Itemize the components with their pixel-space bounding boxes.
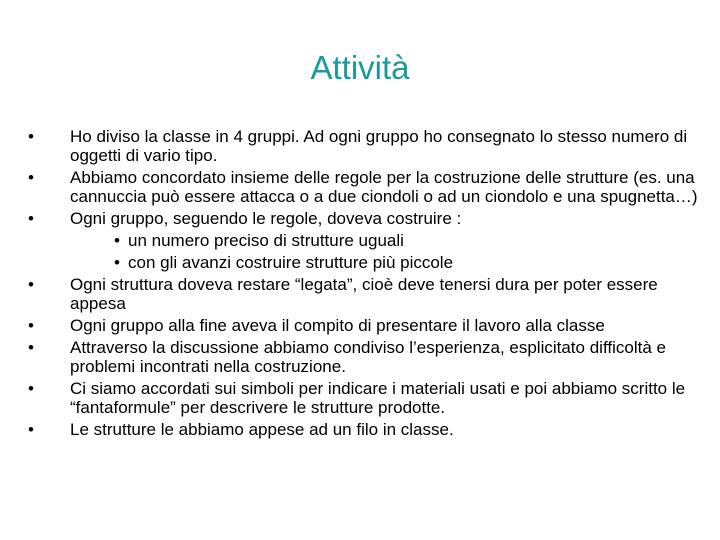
bullet-item xyxy=(28,275,698,313)
bullet-text: un numero preciso di strutture uguali xyxy=(128,231,404,250)
bullet-item xyxy=(28,127,698,165)
bullet-text: con gli avanzi costruire strutture più piccole xyxy=(128,253,454,272)
bullet-marker: • xyxy=(28,316,34,335)
bullet-item xyxy=(28,420,698,439)
bullet-marker: • xyxy=(28,338,34,357)
bullet-list xyxy=(28,127,698,442)
bullet-text: Ogni gruppo alla fine aveva il compito di presentare il lavoro alla classe xyxy=(70,316,605,335)
bullet-marker: • xyxy=(28,127,34,146)
bullet-item xyxy=(28,338,698,376)
bullet-item xyxy=(28,168,698,206)
bullet-marker: • xyxy=(28,420,34,439)
sub-bullet-item xyxy=(28,253,698,272)
bullet-marker: • xyxy=(28,275,34,294)
bullet-marker: • xyxy=(28,209,34,228)
bullet-text: Abbiamo concordato insieme delle regole per la costruzione delle strutture (es. una cannuccia può essere attacca o a due ciondoli o ad un ciondolo e una spugnetta…) xyxy=(70,168,698,206)
bullet-item xyxy=(28,209,698,228)
bullet-marker: • xyxy=(28,379,34,398)
bullet-text: Ci siamo accordati sui simboli per indicare i materiali usati e poi abbiamo scritto le “fantaformule” per descrivere le strutture prodotte. xyxy=(70,379,686,417)
bullet-text: Ogni struttura doveva restare “legata”, cioè deve tenersi dura per poter essere appesa xyxy=(70,275,658,313)
bullet-text: Ogni gruppo, seguendo le regole, doveva costruire : xyxy=(70,209,462,228)
sub-bullet-item xyxy=(28,231,698,250)
bullet-text: Ho diviso la classe in 4 gruppi. Ad ogni gruppo ho consegnato lo stesso numero di oggetti di vario tipo. xyxy=(70,127,688,165)
bullet-marker: • xyxy=(114,253,120,272)
bullet-marker: • xyxy=(28,168,34,187)
bullet-item xyxy=(28,379,698,417)
bullet-text: Le strutture le abbiamo appese ad un filo in classe. xyxy=(70,420,454,439)
bullet-item xyxy=(28,316,698,335)
slide-title: Attività xyxy=(310,49,410,86)
bullet-text: Attraverso la discussione abbiamo condiviso l’esperienza, esplicitato difficoltà e problemi incontrati nella costruzione. xyxy=(70,338,666,376)
bullet-marker: • xyxy=(114,231,120,250)
